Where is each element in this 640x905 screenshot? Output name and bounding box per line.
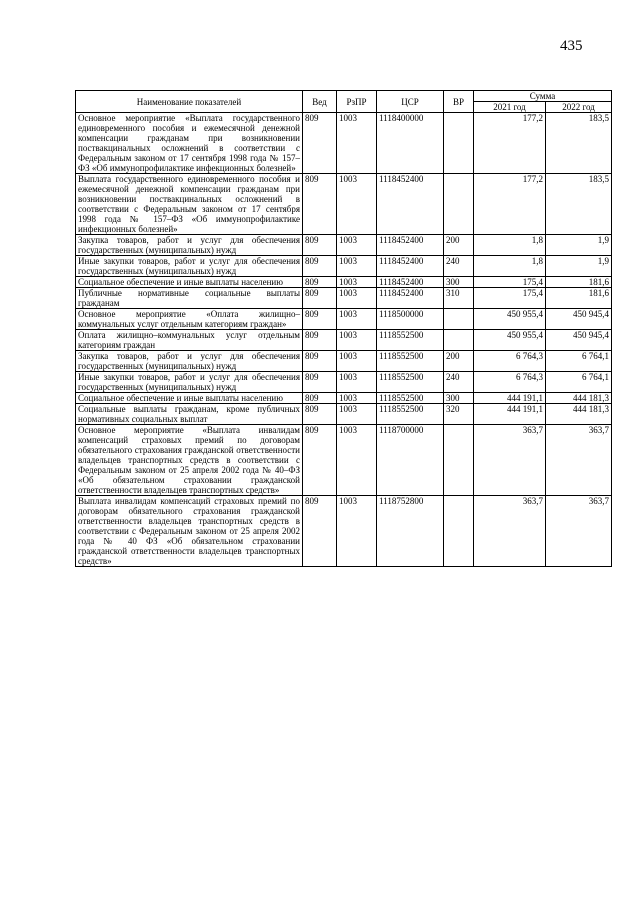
row-vr-cell: 240: [444, 372, 474, 393]
row-2022-cell: 444 181,3: [546, 404, 612, 425]
row-csr-cell: 1118452400: [377, 256, 444, 277]
row-rzpr-cell: 1003: [337, 425, 377, 496]
row-csr-cell: 1118400000: [377, 113, 444, 174]
table-row: [76, 288, 612, 309]
row-name-cell: Публичные нормативные социальные выплаты гражданам: [76, 288, 303, 309]
table-row: [76, 309, 612, 330]
header-name: Наименование показателей: [76, 91, 303, 113]
row-vr-cell: 200: [444, 351, 474, 372]
row-2022-cell: 181,6: [546, 288, 612, 309]
row-rzpr-cell: 1003: [337, 256, 377, 277]
row-ved-cell: 809: [303, 288, 337, 309]
table-row: [76, 174, 612, 235]
row-name-cell: Закупка товаров, работ и услуг для обеспечения государственных (муниципальных) нужд: [76, 235, 303, 256]
row-2021-cell: 450 955,4: [474, 330, 546, 351]
row-2022-cell: 1,9: [546, 235, 612, 256]
row-vr-cell: [444, 309, 474, 330]
row-rzpr-cell: 1003: [337, 351, 377, 372]
row-2021-cell: 177,2: [474, 113, 546, 174]
row-2021-cell: 363,7: [474, 425, 546, 496]
row-2022-cell: 450 945,4: [546, 330, 612, 351]
header-sum: Сумма: [474, 91, 612, 102]
row-ved-cell: 809: [303, 277, 337, 288]
row-rzpr-cell: 1003: [337, 113, 377, 174]
row-2022-cell: 363,7: [546, 496, 612, 567]
row-ved-cell: 809: [303, 309, 337, 330]
row-name-cell: Основное мероприятие «Выплата инвалидам компенсаций страховых премий по договорам обязательного страхования гражданской ответственности владельцев транспортных средств в соответствии с Федеральным законом от 25 апреля 2002 года № 40–ФЗ «Об обязательном страховании гражданской ответственности владельцев транспортных средств»: [76, 425, 303, 496]
row-csr-cell: 1118700000: [377, 425, 444, 496]
row-rzpr-cell: 1003: [337, 393, 377, 404]
row-rzpr-cell: 1003: [337, 235, 377, 256]
row-2021-cell: 363,7: [474, 496, 546, 567]
row-2021-cell: 175,4: [474, 277, 546, 288]
row-name-cell: Социальное обеспечение и иные выплаты населению: [76, 277, 303, 288]
budget-table: [75, 90, 612, 567]
row-ved-cell: 809: [303, 235, 337, 256]
table-row: [76, 496, 612, 567]
page-number: 435: [560, 38, 583, 54]
row-name-cell: Социальное обеспечение и иные выплаты населению: [76, 393, 303, 404]
row-2022-cell: 1,9: [546, 256, 612, 277]
row-name-cell: Социальные выплаты гражданам, кроме публичных нормативных социальных выплат: [76, 404, 303, 425]
header-ved: Вед: [303, 91, 337, 113]
header-vr: ВР: [444, 91, 474, 113]
table-row: [76, 113, 612, 174]
row-csr-cell: 1118452400: [377, 288, 444, 309]
row-vr-cell: 300: [444, 393, 474, 404]
row-ved-cell: 809: [303, 404, 337, 425]
table-row: [76, 372, 612, 393]
table-row: [76, 330, 612, 351]
row-csr-cell: 1118452400: [377, 174, 444, 235]
row-csr-cell: 1118552500: [377, 330, 444, 351]
table-row: [76, 404, 612, 425]
row-rzpr-cell: 1003: [337, 330, 377, 351]
row-ved-cell: 809: [303, 113, 337, 174]
table-row: [76, 393, 612, 404]
row-rzpr-cell: 1003: [337, 288, 377, 309]
row-vr-cell: [444, 330, 474, 351]
row-name-cell: Выплата инвалидам компенсаций страховых премий по договорам обязательного страхования гражданской ответственности владельцев транспортных средств в соответствии с Федеральным законом от 25 апреля 2002 года № 40 ФЗ «Об обязательном страховании гражданской ответственности владельцев транспортных средств»: [76, 496, 303, 567]
row-vr-cell: 300: [444, 277, 474, 288]
table-row: [76, 277, 612, 288]
row-2021-cell: 1,8: [474, 256, 546, 277]
row-csr-cell: 1118552500: [377, 351, 444, 372]
table-row: [76, 235, 612, 256]
header-2021: 2021 год: [474, 102, 546, 113]
header-csr: ЦСР: [377, 91, 444, 113]
row-name-cell: Оплата жилищно–коммунальных услуг отдельным категориям граждан: [76, 330, 303, 351]
row-2021-cell: 1,8: [474, 235, 546, 256]
row-2022-cell: 6 764,1: [546, 351, 612, 372]
row-vr-cell: 240: [444, 256, 474, 277]
row-2021-cell: 6 764,3: [474, 351, 546, 372]
row-vr-cell: 200: [444, 235, 474, 256]
row-2022-cell: 183,5: [546, 113, 612, 174]
row-2021-cell: 6 764,3: [474, 372, 546, 393]
row-ved-cell: 809: [303, 330, 337, 351]
row-rzpr-cell: 1003: [337, 277, 377, 288]
row-rzpr-cell: 1003: [337, 309, 377, 330]
header-2022: 2022 год: [546, 102, 612, 113]
row-rzpr-cell: 1003: [337, 496, 377, 567]
row-vr-cell: 310: [444, 288, 474, 309]
row-ved-cell: 809: [303, 256, 337, 277]
row-csr-cell: 1118552500: [377, 372, 444, 393]
row-csr-cell: 1118452400: [377, 277, 444, 288]
table-row: [76, 425, 612, 496]
row-name-cell: Выплата государственного единовременного пособия и ежемесячной денежной компенсации гражданам при возникновении поствакцинальных осложнений в соответствии с Федеральным законом от 17 сентября 1998 года № 157–ФЗ «Об иммунопрофилактике инфекционных болезней»: [76, 174, 303, 235]
row-vr-cell: [444, 425, 474, 496]
row-name-cell: Закупка товаров, работ и услуг для обеспечения государственных (муниципальных) нужд: [76, 351, 303, 372]
row-rzpr-cell: 1003: [337, 174, 377, 235]
row-ved-cell: 809: [303, 372, 337, 393]
row-2021-cell: 177,2: [474, 174, 546, 235]
row-2021-cell: 175,4: [474, 288, 546, 309]
row-2021-cell: 444 191,1: [474, 393, 546, 404]
row-name-cell: Иные закупки товаров, работ и услуг для обеспечения государственных (муниципальных) нужд: [76, 256, 303, 277]
table-row: [76, 351, 612, 372]
row-csr-cell: 1118500000: [377, 309, 444, 330]
row-csr-cell: 1118552500: [377, 393, 444, 404]
row-2022-cell: 444 181,3: [546, 393, 612, 404]
row-vr-cell: [444, 113, 474, 174]
row-2022-cell: 183,5: [546, 174, 612, 235]
row-ved-cell: 809: [303, 351, 337, 372]
row-name-cell: Основное мероприятие «Оплата жилищно–коммунальных услуг отдельным категориям граждан»: [76, 309, 303, 330]
row-ved-cell: 809: [303, 496, 337, 567]
row-csr-cell: 1118552500: [377, 404, 444, 425]
row-name-cell: Основное мероприятие «Выплата государственного единовременного пособия и ежемесячной денежной компенсации гражданам при возникновении поствакцинальных осложнений в соответствии с Федеральным законом от 17 сентября 1998 года № 157–ФЗ «Об иммунопрофилактике инфекционных болезней»: [76, 113, 303, 174]
row-2022-cell: 181,6: [546, 277, 612, 288]
row-2021-cell: 444 191,1: [474, 404, 546, 425]
table-row: [76, 256, 612, 277]
row-vr-cell: [444, 174, 474, 235]
table-body: [76, 113, 612, 567]
row-csr-cell: 1118452400: [377, 235, 444, 256]
header-rzpr: РзПР: [337, 91, 377, 113]
row-2022-cell: 450 945,4: [546, 309, 612, 330]
row-ved-cell: 809: [303, 174, 337, 235]
row-ved-cell: 809: [303, 425, 337, 496]
row-rzpr-cell: 1003: [337, 404, 377, 425]
row-2022-cell: 6 764,1: [546, 372, 612, 393]
row-vr-cell: 320: [444, 404, 474, 425]
row-2021-cell: 450 955,4: [474, 309, 546, 330]
row-csr-cell: 1118752800: [377, 496, 444, 567]
row-name-cell: Иные закупки товаров, работ и услуг для обеспечения государственных (муниципальных) нужд: [76, 372, 303, 393]
row-rzpr-cell: 1003: [337, 372, 377, 393]
row-vr-cell: [444, 496, 474, 567]
row-ved-cell: 809: [303, 393, 337, 404]
row-2022-cell: 363,7: [546, 425, 612, 496]
